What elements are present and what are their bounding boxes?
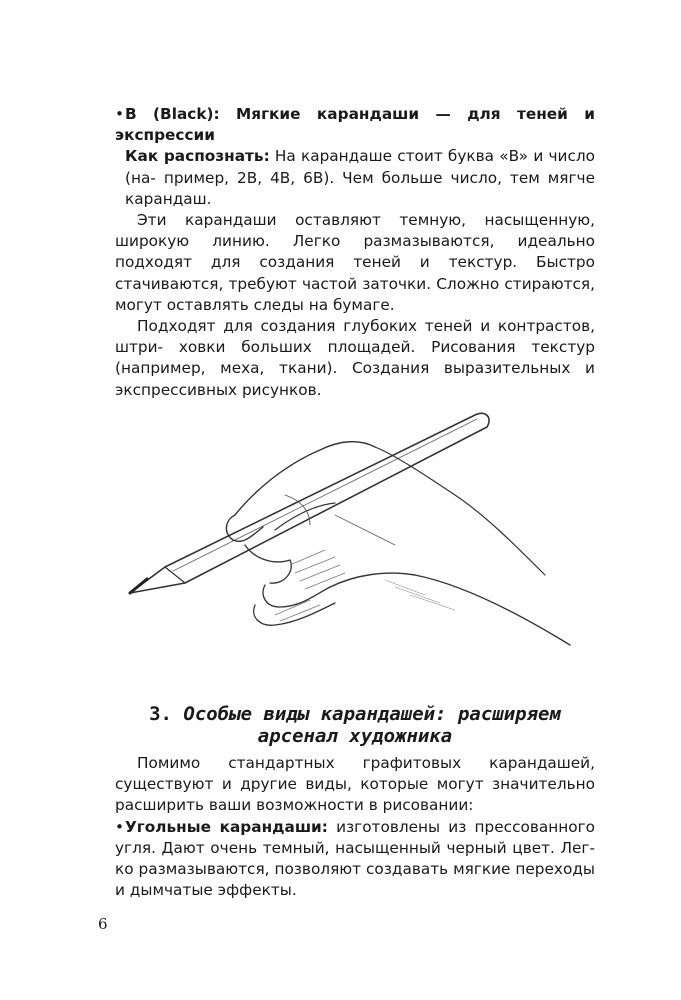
recognize-label: Как распознать:: [125, 147, 270, 166]
section-b-title: B (Black): Мягкие карандаши — для теней и экспрессии: [115, 105, 595, 145]
item-1-text: изготовлены из прессованного угля. Дают очень темный, насыщенный черный цвет. Лег- ко размазываются, позволяют создавать мягкие переходы и дымчатые эффекты.: [115, 817, 596, 900]
heading-text-1: Особые виды карандашей: расширяем: [183, 703, 561, 725]
section-3-item-1: [115, 817, 595, 902]
section-b-paragraph-1: Эти карандаши оставляют темную, насыщенную, широкую линию. Легко размазываются, идеально подходят для создания теней и текстур. Быстро стачиваются, требуют частой заточки. Сложно стираются, могут оставлять следы на бумаге.: [115, 211, 595, 314]
recognize-text: На карандаше стоит буква «B» и число (на- пример, 2B, 4B, 6B). Чем больше число, тем мягче карандаш.: [125, 147, 596, 208]
heading-number: 3.: [149, 703, 172, 725]
heading-text-2: арсенал художника: [257, 725, 453, 747]
item-1-label: Угольные карандаши:: [125, 817, 328, 836]
section-b-paragraph-2: Подходят для создания глубоких теней и контрастов, штри- ховки больших площадей. Рисования текстур (например, меха, ткани). Создания выразительных и экспрессивных рисунков.: [115, 317, 595, 399]
page-number: 6: [98, 915, 108, 933]
section-b-block: [115, 104, 595, 401]
heading-line-1: [115, 703, 595, 725]
section-3-block: [115, 753, 595, 901]
section-b-recognize: [115, 146, 595, 210]
hand-holding-pencil-sketch-icon: [125, 395, 585, 660]
section-b-title-line: [115, 104, 595, 146]
bullet-icon: •: [115, 817, 125, 836]
section-3-intro: Помимо стандартных графитовых карандашей, существуют и другие виды, которые могут значительно расширить ваши возможности в рисовании:: [115, 754, 595, 815]
bullet-icon: •: [115, 105, 125, 123]
section-3-heading: [115, 703, 595, 747]
